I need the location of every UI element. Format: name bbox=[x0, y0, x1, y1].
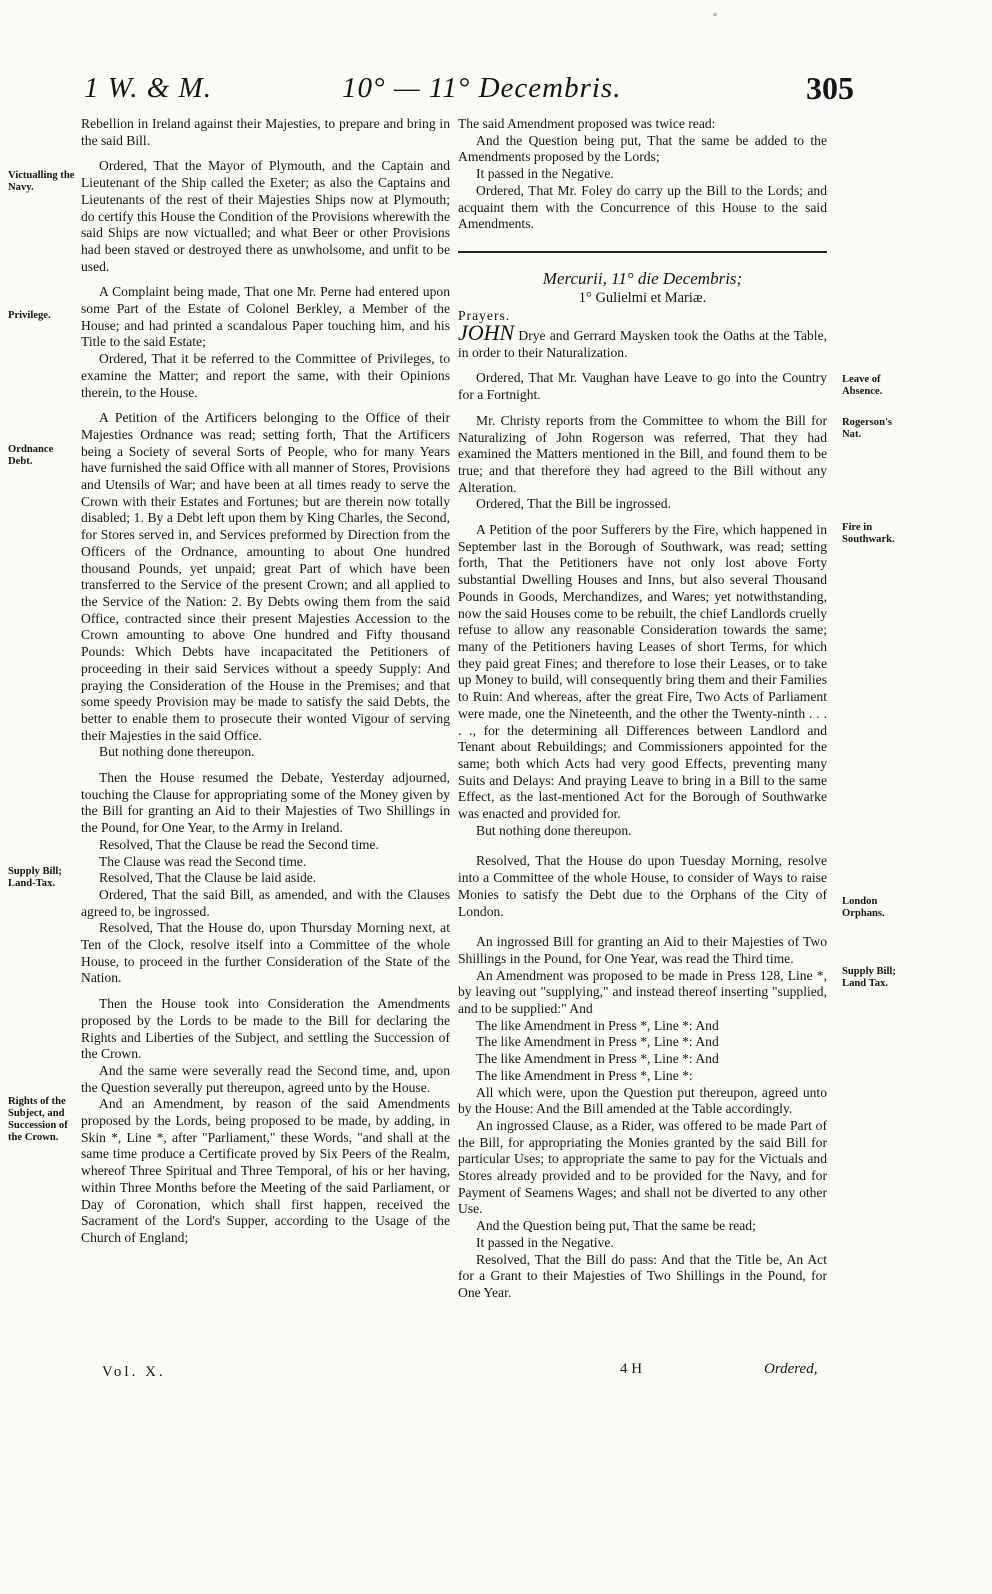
paragraph: The like Amendment in Press *, Line *: And bbox=[476, 1051, 719, 1067]
paragraph: Resolved, That the Bill do pass: And that the Title be, An Act for a Grant to their Majesties of Two Shillings in the Pound, for One Year. bbox=[458, 1251, 827, 1300]
paragraph: But nothing done thereupon. bbox=[99, 744, 255, 760]
paragraph: And the same were severally read the Second time, and, upon the Question severally put thereupon, agreed unto by the House. bbox=[81, 1062, 450, 1095]
regnal-year: 1° Gulielmi et Mariæ. bbox=[578, 289, 707, 306]
margin-note-victualling: Victualling the Navy. bbox=[8, 170, 75, 193]
right-column bbox=[458, 116, 827, 1302]
signature-mark: 4 H bbox=[620, 1361, 643, 1377]
margin-note-ordnance: Ordnance Debt. bbox=[8, 444, 54, 467]
paragraph: And an Amendment, by reason of the said Amendments proposed by the Lords, being proposed to be made, by adding, in Skin *, Line *, after "Parliament," these Words, "and shall at the same time produce a Certificate proved by Six Peers of the Realm, whereof Three Spiritual and Three Temporal, of his or her having, within Three Months before the Meeting of the said Parliament, or Day of Coronation, which shall first happen, received the Sacrament of the Lord's Supper, according to the Usage of the Church of England; bbox=[81, 1096, 450, 1245]
paragraph-text: Drye and Gerrard Maysken took the Oaths at the Table, in order to their Naturalization. bbox=[458, 328, 827, 360]
paragraph: Resolved, That the Clause be laid aside. bbox=[99, 870, 317, 886]
paragraph: A Complaint being made, That one Mr. Perne had entered upon some Part of the Estate of Colonel Berkley, a Member of the House; and had printed a scandalous Paper touching him, and his Title to the said Estate; bbox=[81, 284, 450, 350]
paragraph bbox=[458, 320, 827, 361]
margin-note-fire: Fire in Southwark. bbox=[842, 522, 895, 545]
paragraph: And the Question being put, That the same be read; bbox=[476, 1218, 756, 1234]
paragraph: It passed in the Negative. bbox=[476, 1234, 614, 1250]
paragraph: The like Amendment in Press *, Line *: And bbox=[476, 1034, 719, 1050]
margin-note-supply-right: Supply Bill; Land Tax. bbox=[842, 966, 896, 989]
volume-footer: Vol. X. bbox=[102, 1364, 166, 1380]
paragraph: And the Question being put, That the same be added to the Amendments proposed by the Lords; bbox=[458, 132, 827, 165]
left-column bbox=[81, 116, 450, 1247]
paragraph: An Amendment was proposed to be made in Press 128, Line *, by leaving out "supplying," and instead thereof inserting "supplied, and to be supplied:" And bbox=[458, 967, 827, 1017]
paragraph: Ordered, That it be referred to the Committee of Privileges, to examine the Matter; and report the same, with their Opinions therein, to the House. bbox=[81, 351, 450, 400]
paragraph: Ordered, That the said Bill, as amended, and with the Clauses agreed to, be ingrossed. bbox=[81, 886, 450, 919]
paragraph: A Petition of the Artificers belonging to the Office of their Majesties Ordnance was read; setting forth, That the Artificers being a Society of several Sorts of People, who for many Years have furnished the said Office with all manner of Stores, Provisions and Utensils of War; and have been at all times ready to serve the Crown with their Estates and Fortunes; but are therein now totally disabled; 1. By a Debt left upon them by King Charles, the Second, for Stores served in, and Services preformed by Direction from the Officers of the Ordnance, amounting to about One hundred thousand Pounds, yet unpaid; great Part of which have been transferred to the Service of the present Crown; and all applied to the Service of the Nation: 2. By Debts owing them from the said Office, contracted since their present Majesties Accession to the Crown amounting to above One hundred and Fifty thousand Pounds: Which Debts have incapacitated the Petitioners of proceeding in their said Services without a speedy Supply: And praying the Consideration of the House in the Premises; and that some speedy Provision may be made to satisfy the said Debts, the better to enable them to prosecute their wonted Vigour of serving their Majesties in the said Office. bbox=[81, 410, 450, 743]
paragraph: The said Amendment proposed was twice read: bbox=[458, 116, 716, 131]
paragraph: Mr. Christy reports from the Committee to whom the Bill for Naturalizing of John Rogerson was referred, That they had examined the Matters mentioned in the Bill, and found them to be true; and that therefore they had agreed to the Bill without any Alteration. bbox=[458, 412, 827, 495]
margin-note-leave: Leave of Absence. bbox=[842, 374, 883, 397]
day-title: Mercurii, 11° die Decembris; bbox=[542, 268, 743, 288]
paragraph: The like Amendment in Press *, Line *: And bbox=[476, 1017, 719, 1033]
paragraph: A Petition of the poor Sufferers by the Fire, which happened in September last in the Borough of Southwark, was read; setting forth, That the Petitioners have not only lost above Forty substantial Dwelling Houses and Inns, but also several Thousand Pounds in Goods, Merchandizes, and Wares; yet notwithstanding, now the said Houses come to be rebuilt, the chief Landlords cruelly refuse to allow any reasonable Consideration towards the same; many of the Petitioners having Leases of short Terms, for which they paid great Fines; and therefore to lose their Leases, or to take up Money to build, will consequently bring them and their Families to Ruin: And whereas, after the great Fire, Two Acts of Parliament were made, one the Nineteenth, and the other the Twenty-ninth . . . . ., for the determining all Differences between Landlord and Tenant about Rebuildings; and Commissioners appointed for the same; both which Acts had very good Effects, preventing many Suits and Delays: And praying Leave to bring in a Bill to the same Effect, as the last-mentioned Act for the Borough of Southwarke was enacted and provided for. bbox=[458, 522, 827, 822]
paragraph: But nothing done thereupon. bbox=[476, 822, 632, 838]
top-mark: ° bbox=[713, 12, 717, 23]
paragraph: Then the House took into Consideration the Amendments proposed by the Lords to be made to the Bill for declaring the Rights and Liberties of the Subject, and settling the Succession of the Crown. bbox=[81, 996, 450, 1062]
paragraph: It passed in the Negative. bbox=[476, 166, 614, 182]
paragraph: Resolved, That the Clause be read the Second time. bbox=[99, 836, 379, 852]
paragraph: Rebellion in Ireland against their Majesties, to prepare and bring in the said Bill. bbox=[81, 116, 450, 148]
margin-note-orphans: London Orphans. bbox=[842, 896, 885, 919]
paragraph: Ordered, That the Mayor of Plymouth, and the Captain and Lieutenant of the Ship called the Exeter; as also the Captains and Lieutenants of the rest of their Majesties Ships now at Plymouth; do certify this House the Condition of the Provisions wherewith the said Ships are now victualled; and what Beer or other Provisions had been staved or destroyed there as unwholsome, and unfit to be used. bbox=[81, 158, 450, 274]
margin-note-rights: Rights of the Subject, and Succession of the Crown. bbox=[8, 1096, 68, 1143]
paragraph: The Clause was read the Second time. bbox=[99, 853, 307, 869]
paragraph: An ingrossed Bill for granting an Aid to their Majesties of Two Shillings in the Pound, for One Year, was read the Third time. bbox=[458, 934, 827, 966]
paragraph: Resolved, That the House do upon Tuesday Morning, resolve into a Committee of the whole House, to consider of Ways to raise Monies to satisfy the Debt due to the Orphans of the City of London. bbox=[458, 853, 827, 919]
drop-initial: JOHN bbox=[458, 320, 515, 346]
paragraph: Resolved, That the House do, upon Thursday Morning next, at Ten of the Clock, resolve itself into a Committee of the whole House, to proceed in the further Consideration of the State of the Nation. bbox=[81, 920, 450, 986]
catchword: Ordered, bbox=[764, 1361, 818, 1377]
margin-note-rogerson: Rogerson's Nat. bbox=[842, 417, 893, 440]
paragraph: Ordered, That Mr. Vaughan have Leave to go into the Country for a Fortnight. bbox=[458, 370, 827, 403]
section-rule bbox=[458, 251, 827, 253]
paragraph: An ingrossed Clause, as a Rider, was offered to be made Part of the Bill, for appropriating the Monies granted by the said Bill for particular Uses; to appropriate the same to pay for the Victuals and Stores already provided and to be provided for the Navy, and for Payment of Seamens Wages; and shall not be diverted to any other Use. bbox=[458, 1117, 827, 1217]
page-header bbox=[84, 70, 854, 116]
paragraph: Ordered, That the Bill be ingrossed. bbox=[476, 496, 671, 512]
paragraph: Ordered, That Mr. Foley do carry up the Bill to the Lords; and acquaint them with the Concurrence of this House to the said Amendments. bbox=[458, 182, 827, 232]
margin-note-supply-left: Supply Bill; Land-Tax. bbox=[8, 866, 62, 889]
paragraph: The like Amendment in Press *, Line *: bbox=[476, 1067, 693, 1083]
paragraph: Then the House resumed the Debate, Yesterday adjourned, touching the Clause for appropriating some of the Money given by the Bill for granting an Aid to their Majesties of Two Shillings in the Pound, for One Year, to the Army in Ireland. bbox=[81, 770, 450, 836]
paragraph: All which were, upon the Question put thereupon, agreed unto by the House: And the Bill amended at the Table accordingly. bbox=[458, 1084, 827, 1117]
header-regnal-year: 1 W. & M. bbox=[84, 72, 212, 104]
prayers-heading: Prayers. bbox=[458, 308, 511, 324]
header-dates: 10° — 11° Decembris. bbox=[342, 72, 622, 104]
margin-note-privilege: Privilege. bbox=[8, 310, 51, 321]
page-number: 305 bbox=[806, 70, 854, 106]
